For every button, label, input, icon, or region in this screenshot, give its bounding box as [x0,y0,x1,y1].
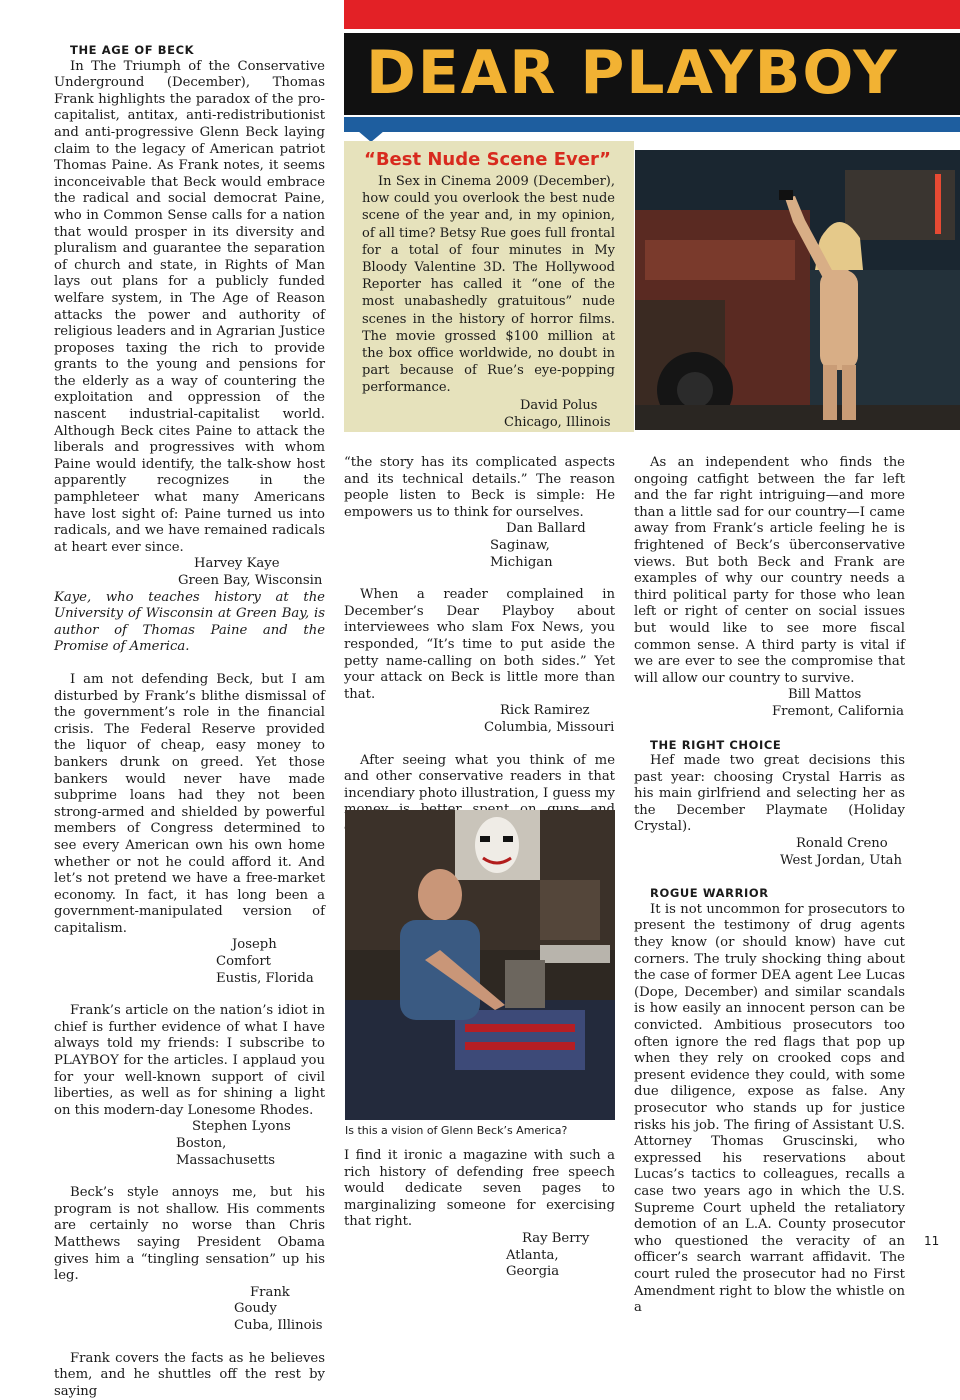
letter-body: Frank’s article on the nation’s idiot in chief is further evidence of what I have always told my friends: I subscribe to PLAYBOY for the articles. I applaud you for your well-known support of civil liberties, as well as for shining a light on this modern-day Lonesome Rhodes. [54,1003,325,1118]
feature-letter [362,173,615,431]
masthead-blue-stripe [344,117,960,132]
feature-body: In Sex in Cinema 2009 (December), how could you overlook the best nude scene of the year and, in my opinion, of all time? Betsy Rue goes full frontal for a total of four minutes in My Bloody Valentine 3D. The Hollywood Reporter has called it “one of the most unabashedly gratuitous” nude scenes in the history of horror films. The movie grossed $100 million at the box office worldwide, no doubt in part because of Rue’s eye-popping performance. [362,174,615,396]
letter-body: It is not uncommon for prosecutors to present the testimony of drug agents they know (or should know) have cut corners. The truly shocking thing about the case of former DEA agent Lee Lucas (Dope, December) and similar scandals is how easily an innocent person can be convicted. Ambitious prosecutors too often ignore the red flags that pop up when they rely on crooked cops and present evidence they could, with some due diligence, expose as false. Any prosecutor who stands up for justice risks his job. The firing of Assistant U.S. Attorney Thomas Gruscinski, who expressed his reservations about Lucas’s tactics to colleagues, recalls a case two years ago in which the U.S. Supreme Court upheld the retaliatory demotion of an L.A. County prosecutor who questioned the veracity of an officer’s search warrant affidavit. The court ruled the prosecutor had no First Amendment right to blow the whistle on a [634,901,905,1316]
letter-signature: Frank Goudy Cuba, Illinois [234,1284,323,1333]
page-title: DEAR PLAYBOY [366,38,899,108]
letter-signature: Dan Ballard Saginaw, Michigan [490,521,586,570]
letter-signature: Joseph Comfort Eustis, Florida [216,937,314,986]
letter-body: After seeing what you think of me and other conservative readers in that incendiary photo illustration, I guess my [344,752,615,801]
letter-body: When a reader complained in December’s Dear Playboy about interviewees who slam Fox News, you responded, “It’s time to put aside the petty name-calling on both sides.” Yet your attack on Beck is little more than that. [344,587,615,702]
letter-body: As an independent who finds the ongoing catfight between the far left and the far right intriguing—and more than a little sad for our country—I came away from Frank’s article feeling he is frightened of Beck’s überconservative views. But both Beck and Frank are examples of why our country needs a third political party for those who lean left or right of center on social issues but would like to see more fiscal common sense. A third party is vital if we are ever to see the compromise that will allow our country to survive. [634,455,905,686]
letter-body: Hef made two great decisions this past year: choosing Crystal Harris as his main girlfriend and selecting her as the December Playmate (Holiday Crystal). [634,753,905,835]
beck-illustration [345,810,615,1120]
letter-signature: Ronald Creno West Jordan, Utah [780,836,903,868]
letter-signature: Ray Berry Atlanta, Georgia [506,1230,590,1280]
beck-illustration-photo [345,810,615,1120]
letter-signature: Stephen Lyons Boston, Massachusetts [176,1119,291,1168]
masthead-band [344,33,960,115]
letter-signature: Bill Mattos Fremont, California [772,687,904,719]
column-2-lower [344,1148,615,1281]
column-1 [54,42,325,1400]
section-heading-age-of-beck: THE AGE OF BECK [70,43,195,57]
letter-body: “the story has its complicated aspects and its technical details.” The reason people listen to Beck is simple: He empowers us to think for ourselves. [344,455,615,520]
letter-body: In The Triumph of the Conservative Underground (December), Thomas Frank highlights the paradox of the pro-capitalist, antitax, anti-redistributionist and anti-progressive Glenn Beck laying claim to the legacy of American patriot Thomas Paine. As Frank notes, it seems inconceivable that Beck would embrace the radical and social democrat Paine, who in Common Sense calls for a nation that would prosper in its diversity and pluralism and guarantee the separation of church and state, in Rights of Man lays out plans for a publicly funded welfare system, in The Age of Reason attacks the power and authority of religious leaders and in Agrarian Justice proposes taxing the rich to provide grants to the young and pensions for the elderly as a way of countering the exploitation and oppression of the nascent industrial-capitalist world. Although Beck cites Paine to attack the liberals and progressives with whom Paine would identify, the talk-show host apparently recognizes in the pamphleteer what many Americans have lost sight of: Paine turned us into radicals, and we have remained radicals at heart ever since. [54,58,325,555]
letter-body: I find it ironic a magazine with such a rich history of defending free speech would dedicate seven pages to marginalizing someone for exercising that right. [344,1148,615,1230]
movie-still-photo [635,150,960,430]
letter-body: Frank covers the facts as he believes them, and he shuttles off the rest by saying [54,1350,325,1399]
page-number: 11 [924,1234,940,1248]
masthead-red-stripe [344,0,960,29]
feature-signature: David Polus Chicago, Illinois [504,397,611,430]
photo-caption: Is this a vision of Glenn Beck’s America? [345,1124,568,1137]
section-heading-right-choice: THE RIGHT CHOICE [650,737,782,752]
letter-signature: Rick Ramirez Columbia, Missouri [484,703,615,735]
feature-box [344,141,634,432]
letter-note: Kaye, who teaches history at the University of Wisconsin at Green Bay, is author of Thomas Paine and the Promise of America. [54,589,325,655]
section-heading-rogue-warrior: ROGUE WARRIOR [650,886,769,901]
letter-body: Beck’s style annoys me, but his program is not shallow. His comments are certainly no worse than Chris Matthews saying President Obama gives him a “tingling sensation” up his leg. [54,1185,325,1284]
letter-body: I am not defending Beck, but I am disturbed by Frank’s blithe dismissal of the government’s role in the financial crisis. The Federal Reserve provided the liquor of cheap, easy money to bankers drunk on greed. Yet those bankers would never have made subprime loans had they not been strong-armed and shielded by powerful members of Congress determined to see every American own his own home whether or not he could afford it. And let’s not pretend we have a free-market economy. In fact, it has long been a government-manipulated version of capitalism. [54,671,325,936]
feature-heading: “Best Nude Scene Ever” [364,149,611,170]
letter-signature: Harvey Kaye Green Bay, Wisconsin [178,556,323,588]
movie-still-illustration [635,150,960,430]
column-2 [344,455,615,835]
column-3 [634,455,905,1317]
